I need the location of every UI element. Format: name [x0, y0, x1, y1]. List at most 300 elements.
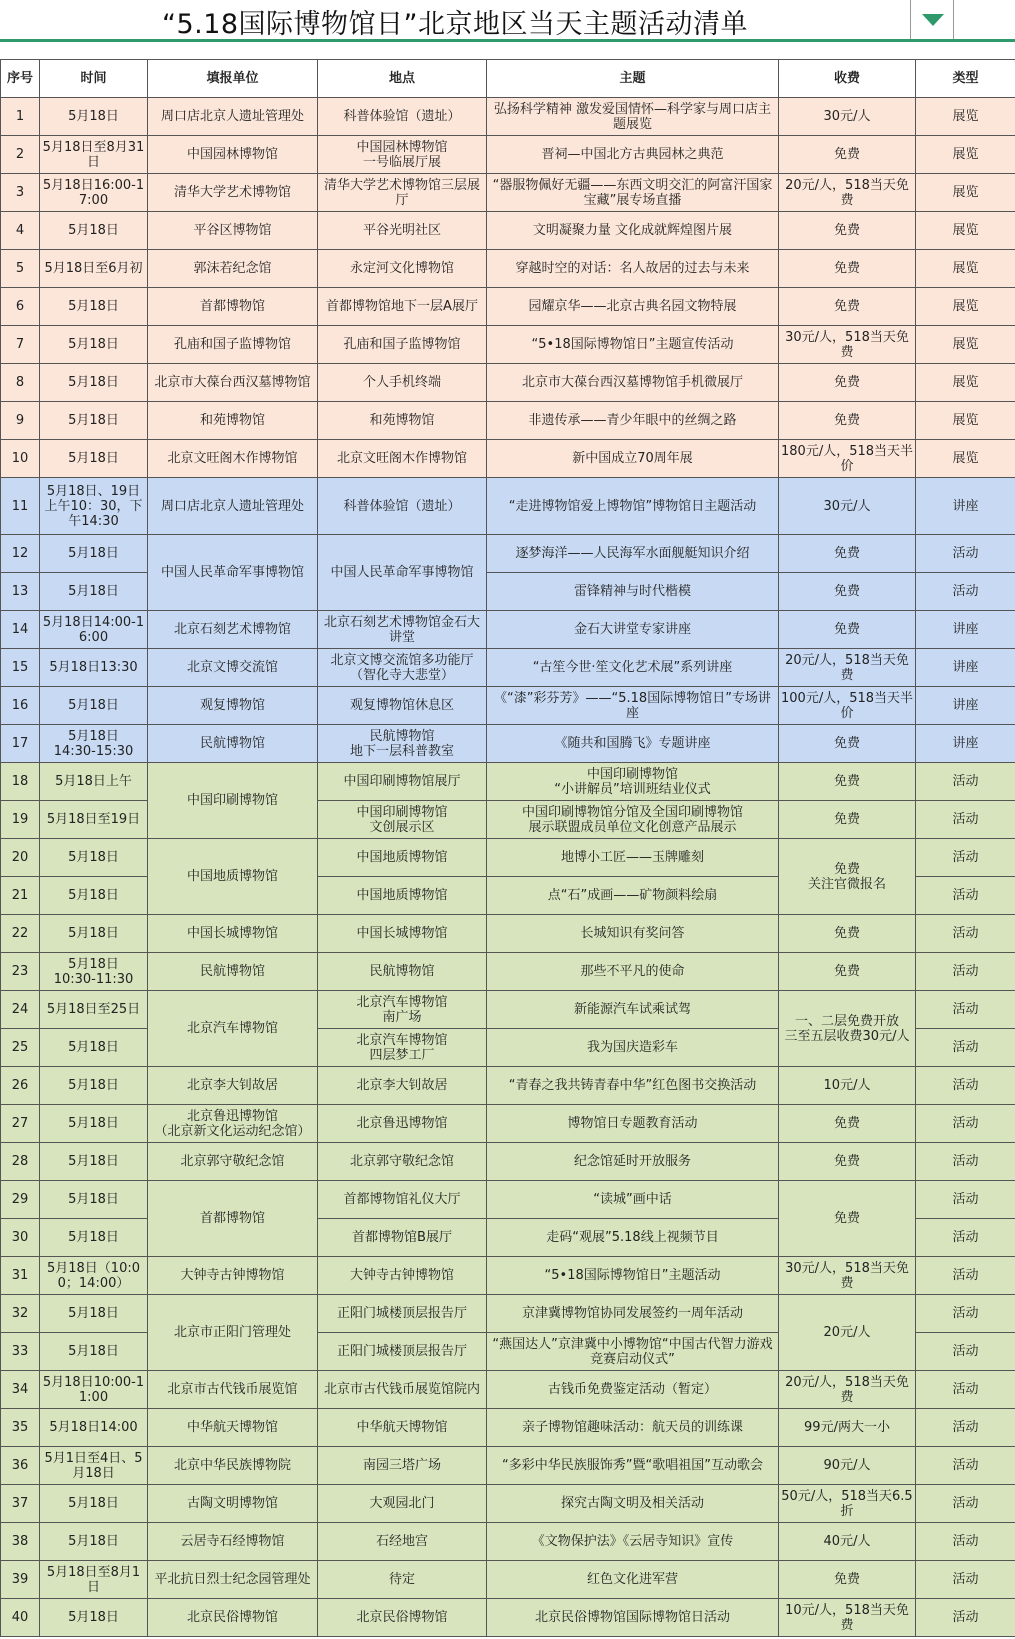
cell-k: 活动: [916, 1219, 1015, 1257]
cell-s: “燕国达人”京津冀中小博物馆“中国古代智力游戏竞赛启动仪式”: [487, 1333, 779, 1371]
cell-k: 活动: [916, 839, 1015, 877]
cell-u: 中华航天博物馆: [148, 1409, 318, 1447]
cell-p: 永定河文化博物馆: [318, 250, 487, 288]
cell-u: 郭沫若纪念馆: [148, 250, 318, 288]
cell-f: 40元/人: [779, 1523, 916, 1561]
cell-u: 平北抗日烈士纪念园管理处: [148, 1561, 318, 1599]
cell-k: 活动: [916, 953, 1015, 991]
cell-t: 5月18日: [40, 1333, 148, 1371]
cell-u: 北京汽车博物馆: [148, 991, 318, 1067]
table-row: [1, 440, 1015, 478]
cell-s: 纪念馆延时开放服务: [487, 1143, 779, 1181]
cell-k: 展览: [916, 440, 1015, 478]
cell-s: “5•18国际博物馆日”主题宣传活动: [487, 326, 779, 364]
cell-f: 180元/人，518当天半价: [779, 440, 916, 478]
cell-u: 首都博物馆: [148, 288, 318, 326]
cell-s: “读城”画中话: [487, 1181, 779, 1219]
cell-f: 免费: [779, 611, 916, 649]
cell-n: 34: [1, 1371, 40, 1409]
cell-p: 观复博物馆休息区: [318, 687, 487, 725]
cell-n: 25: [1, 1029, 40, 1067]
cell-p: 科普体验馆（遗址）: [318, 98, 487, 136]
cell-p: 平谷光明社区: [318, 212, 487, 250]
cell-p: 正阳门城楼顶层报告厅: [318, 1333, 487, 1371]
cell-k: 展览: [916, 136, 1015, 174]
cell-u: 北京市古代钱币展览馆: [148, 1371, 318, 1409]
cell-k: 活动: [916, 1485, 1015, 1523]
cell-p: 个人手机终端: [318, 364, 487, 402]
cell-k: 活动: [916, 1561, 1015, 1599]
cell-t: 5月18日: [40, 1029, 148, 1067]
cell-u: 北京鲁迅博物馆 （北京新文化运动纪念馆）: [148, 1105, 318, 1143]
cell-f: 免费: [779, 801, 916, 839]
cell-s: 我为国庆造彩车: [487, 1029, 779, 1067]
cell-t: 5月18日: [40, 1523, 148, 1561]
table-row: [1, 1181, 1015, 1219]
cell-s: 《文物保护法》《云居寺知识》宣传: [487, 1523, 779, 1561]
table-row: [1, 250, 1015, 288]
cell-k: 展览: [916, 326, 1015, 364]
cell-f: 免费 关注官微报名: [779, 839, 916, 915]
cell-s: 《随共和国腾飞》专题讲座: [487, 725, 779, 763]
cell-n: 33: [1, 1333, 40, 1371]
cell-s: 中国印刷博物馆 “小讲解员”培训班结业仪式: [487, 763, 779, 801]
cell-k: 活动: [916, 1447, 1015, 1485]
cell-u: 云居寺石经博物馆: [148, 1523, 318, 1561]
cell-t: 5月18日: [40, 915, 148, 953]
table-row: [1, 1143, 1015, 1181]
cell-k: 展览: [916, 402, 1015, 440]
cell-p: 清华大学艺术博物馆三层展厅: [318, 174, 487, 212]
cell-s: 穿越时空的对话：名人故居的过去与未来: [487, 250, 779, 288]
table-row: [1, 174, 1015, 212]
cell-s: 弘扬科学精神 激发爱国情怀—科学家与周口店主题展览: [487, 98, 779, 136]
cell-s: 金石大讲堂专家讲座: [487, 611, 779, 649]
table-row: [1, 98, 1015, 136]
cell-n: 21: [1, 877, 40, 915]
cell-f: 20元/人，518当天免费: [779, 649, 916, 687]
cell-s: 地博小工匠——玉牌雕刻: [487, 839, 779, 877]
table-row: [1, 611, 1015, 649]
cell-t: 5月18日: [40, 1219, 148, 1257]
cell-p: 北京李大钊故居: [318, 1067, 487, 1105]
cell-p: 待定: [318, 1561, 487, 1599]
cell-u: 古陶文明博物馆: [148, 1485, 318, 1523]
cell-k: 活动: [916, 1067, 1015, 1105]
cell-s: 古钱币免费鉴定活动（暂定）: [487, 1371, 779, 1409]
cell-u: 平谷区博物馆: [148, 212, 318, 250]
column-header: 填报单位: [148, 60, 318, 98]
table-row: [1, 1485, 1015, 1523]
table-row: [1, 212, 1015, 250]
cell-t: 5月18日: [40, 440, 148, 478]
cell-n: 18: [1, 763, 40, 801]
column-header: 序号: [1, 60, 40, 98]
cell-n: 38: [1, 1523, 40, 1561]
cell-s: 点“石”成画——矿物颜料绘扇: [487, 877, 779, 915]
table-row: [1, 763, 1015, 801]
cell-n: 27: [1, 1105, 40, 1143]
column-header: 主题: [487, 60, 779, 98]
cell-k: 讲座: [916, 478, 1015, 535]
cell-s: 非遗传承——青少年眼中的丝绸之路: [487, 402, 779, 440]
cell-k: 讲座: [916, 649, 1015, 687]
cell-n: 20: [1, 839, 40, 877]
cell-s: 那些不平凡的使命: [487, 953, 779, 991]
cell-n: 26: [1, 1067, 40, 1105]
cell-s: 新能源汽车试乘试驾: [487, 991, 779, 1029]
cell-t: 5月18日上午: [40, 763, 148, 801]
table-row: [1, 1371, 1015, 1409]
cell-t: 5月18日: [40, 1143, 148, 1181]
cell-s: 逐梦海洋——人民海军水面舰艇知识介绍: [487, 535, 779, 573]
cell-p: 孔庙和国子监博物馆: [318, 326, 487, 364]
cell-s: 雷锋精神与时代楷模: [487, 573, 779, 611]
cell-t: 5月18日至6月初: [40, 250, 148, 288]
cell-s: 新中国成立70周年展: [487, 440, 779, 478]
cell-p: 中国园林博物馆 一号临展厅展: [318, 136, 487, 174]
cell-f: 30元/人，518当天免费: [779, 1257, 916, 1295]
cell-t: 5月18日: [40, 364, 148, 402]
cell-t: 5月18日: [40, 288, 148, 326]
table-row: [1, 1561, 1015, 1599]
title-bar: [0, 0, 1015, 42]
cell-s: “青春之我共铸青春中华”红色图书交换活动: [487, 1067, 779, 1105]
cell-u: 北京中华民族博物院: [148, 1447, 318, 1485]
table-row: [1, 364, 1015, 402]
cell-s: “器服物佩好无疆——东西文明交汇的阿富汗国家宝藏”展专场直播: [487, 174, 779, 212]
cell-n: 12: [1, 535, 40, 573]
cell-s: 红色文化进军营: [487, 1561, 779, 1599]
cell-p: 中国地质博物馆: [318, 877, 487, 915]
cell-k: 活动: [916, 1295, 1015, 1333]
cell-k: 活动: [916, 1333, 1015, 1371]
cell-s: 长城知识有奖问答: [487, 915, 779, 953]
cell-p: 南园三塔广场: [318, 1447, 487, 1485]
cell-n: 4: [1, 212, 40, 250]
cell-n: 14: [1, 611, 40, 649]
cell-n: 37: [1, 1485, 40, 1523]
cell-p: 北京民俗博物馆: [318, 1599, 487, 1637]
cell-k: 展览: [916, 288, 1015, 326]
cell-f: 90元/人: [779, 1447, 916, 1485]
cell-s: 北京民俗博物馆国际博物馆日活动: [487, 1599, 779, 1637]
cell-s: 博物馆日专题教育活动: [487, 1105, 779, 1143]
cell-k: 讲座: [916, 687, 1015, 725]
cell-t: 5月18日10:00-11:00: [40, 1371, 148, 1409]
cell-t: 5月1日至4日、5月18日: [40, 1447, 148, 1485]
cell-u: 中国长城博物馆: [148, 915, 318, 953]
cell-t: 5月18日: [40, 839, 148, 877]
table-row: [1, 136, 1015, 174]
cell-p: 首都博物馆地下一层A展厅: [318, 288, 487, 326]
cell-n: 1: [1, 98, 40, 136]
table-row: [1, 402, 1015, 440]
cell-u: 北京文博交流馆: [148, 649, 318, 687]
filter-dropdown-button[interactable]: [910, 0, 954, 39]
cell-k: 活动: [916, 1599, 1015, 1637]
table-row: [1, 1409, 1015, 1447]
cell-n: 35: [1, 1409, 40, 1447]
cell-k: 活动: [916, 1371, 1015, 1409]
cell-u: 北京郭守敬纪念馆: [148, 1143, 318, 1181]
table-row: [1, 1257, 1015, 1295]
cell-p: 和苑博物馆: [318, 402, 487, 440]
cell-u: 首都博物馆: [148, 1181, 318, 1257]
cell-t: 5月18日: [40, 98, 148, 136]
cell-p: 北京鲁迅博物馆: [318, 1105, 487, 1143]
cell-p: 中国地质博物馆: [318, 839, 487, 877]
cell-n: 5: [1, 250, 40, 288]
cell-t: 5月18日: [40, 573, 148, 611]
cell-n: 2: [1, 136, 40, 174]
cell-p: 首都博物馆礼仪大厅: [318, 1181, 487, 1219]
table-row: [1, 953, 1015, 991]
cell-s: 园耀京华——北京古典名园文物特展: [487, 288, 779, 326]
cell-k: 展览: [916, 250, 1015, 288]
cell-t: 5月18日至8月1日: [40, 1561, 148, 1599]
cell-f: 10元/人，518当天免费: [779, 1599, 916, 1637]
cell-s: “走进博物馆爱上博物馆”博物馆日主题活动: [487, 478, 779, 535]
table-row: [1, 839, 1015, 877]
table-row: [1, 1447, 1015, 1485]
cell-u: 北京石刻艺术博物馆: [148, 611, 318, 649]
cell-n: 23: [1, 953, 40, 991]
cell-u: 北京文旺阁木作博物馆: [148, 440, 318, 478]
cell-s: 文明凝聚力量 文化成就辉煌图片展: [487, 212, 779, 250]
cell-k: 讲座: [916, 611, 1015, 649]
cell-p: 北京文博交流馆多功能厅 （智化寺大悲堂）: [318, 649, 487, 687]
cell-f: 一、二层免费开放 三至五层收费30元/人: [779, 991, 916, 1067]
column-header: 类型: [916, 60, 1015, 98]
cell-n: 11: [1, 478, 40, 535]
cell-s: 北京市大葆台西汉墓博物馆手机微展厅: [487, 364, 779, 402]
cell-p: 北京汽车博物馆 四层梦工厂: [318, 1029, 487, 1067]
cell-t: 5月18日: [40, 1599, 148, 1637]
cell-k: 活动: [916, 535, 1015, 573]
cell-t: 5月18日14:00: [40, 1409, 148, 1447]
cell-f: 50元/人，518当天6.5折: [779, 1485, 916, 1523]
cell-t: 5月18日14:00-16:00: [40, 611, 148, 649]
cell-f: 免费: [779, 250, 916, 288]
cell-t: 5月18日13:30: [40, 649, 148, 687]
table-row: [1, 687, 1015, 725]
column-header: 时间: [40, 60, 148, 98]
cell-k: 活动: [916, 991, 1015, 1029]
cell-n: 30: [1, 1219, 40, 1257]
cell-p: 北京汽车博物馆 南广场: [318, 991, 487, 1029]
page-title: “5.18国际博物馆日”北京地区当天主题活动清单: [161, 9, 749, 40]
cell-u: 中国地质博物馆: [148, 839, 318, 915]
cell-p: 北京郭守敬纪念馆: [318, 1143, 487, 1181]
cell-k: 展览: [916, 98, 1015, 136]
table-row: [1, 1523, 1015, 1561]
cell-n: 24: [1, 991, 40, 1029]
cell-f: 30元/人，518当天免费: [779, 326, 916, 364]
table-row: [1, 288, 1015, 326]
triangle-down-icon: [922, 14, 944, 26]
cell-u: 和苑博物馆: [148, 402, 318, 440]
cell-p: 北京文旺阁木作博物馆: [318, 440, 487, 478]
cell-f: 免费: [779, 573, 916, 611]
cell-n: 36: [1, 1447, 40, 1485]
cell-k: 活动: [916, 1409, 1015, 1447]
cell-p: 中国人民革命军事博物馆: [318, 535, 487, 611]
table-row: [1, 1067, 1015, 1105]
cell-p: 石经地宫: [318, 1523, 487, 1561]
cell-u: 北京民俗博物馆: [148, 1599, 318, 1637]
cell-k: 活动: [916, 1257, 1015, 1295]
cell-u: 中国印刷博物馆: [148, 763, 318, 839]
cell-u: 大钟寺古钟博物馆: [148, 1257, 318, 1295]
cell-f: 20元/人，518当天免费: [779, 174, 916, 212]
table-row: [1, 649, 1015, 687]
cell-t: 5月18日 14:30-15:30: [40, 725, 148, 763]
cell-f: 10元/人: [779, 1067, 916, 1105]
column-header: 地点: [318, 60, 487, 98]
cell-p: 中华航天博物馆: [318, 1409, 487, 1447]
cell-t: 5月18日: [40, 326, 148, 364]
cell-p: 民航博物馆: [318, 953, 487, 991]
cell-n: 6: [1, 288, 40, 326]
cell-p: 中国印刷博物馆展厅: [318, 763, 487, 801]
table-row: [1, 725, 1015, 763]
cell-f: 免费: [779, 288, 916, 326]
cell-n: 31: [1, 1257, 40, 1295]
column-header: 收费: [779, 60, 916, 98]
cell-p: 大钟寺古钟博物馆: [318, 1257, 487, 1295]
table-row: [1, 535, 1015, 573]
table-header-row: [1, 60, 1015, 98]
table-row: [1, 1295, 1015, 1333]
cell-s: “古笙今世·笙文化艺术展”系列讲座: [487, 649, 779, 687]
cell-n: 28: [1, 1143, 40, 1181]
cell-f: 免费: [779, 1561, 916, 1599]
cell-n: 39: [1, 1561, 40, 1599]
cell-u: 中国园林博物馆: [148, 136, 318, 174]
cell-f: 免费: [779, 136, 916, 174]
activity-table: [0, 59, 1015, 1637]
cell-f: 免费: [779, 763, 916, 801]
cell-n: 10: [1, 440, 40, 478]
cell-f: 99元/两大一小: [779, 1409, 916, 1447]
cell-f: 20元/人，518当天免费: [779, 1371, 916, 1409]
cell-t: 5月18日至25日: [40, 991, 148, 1029]
cell-u: 北京市大葆台西汉墓博物馆: [148, 364, 318, 402]
cell-f: 免费: [779, 212, 916, 250]
cell-n: 19: [1, 801, 40, 839]
cell-t: 5月18日: [40, 402, 148, 440]
cell-t: 5月18日: [40, 687, 148, 725]
cell-u: 民航博物馆: [148, 725, 318, 763]
cell-n: 9: [1, 402, 40, 440]
cell-p: 民航博物馆 地下一层科普教室: [318, 725, 487, 763]
cell-f: 免费: [779, 402, 916, 440]
cell-k: 展览: [916, 212, 1015, 250]
cell-p: 正阳门城楼顶层报告厅: [318, 1295, 487, 1333]
cell-t: 5月18日: [40, 1181, 148, 1219]
table-row: [1, 478, 1015, 535]
cell-s: 探究古陶文明及相关活动: [487, 1485, 779, 1523]
cell-t: 5月18日: [40, 1295, 148, 1333]
cell-u: 周口店北京人遗址管理处: [148, 478, 318, 535]
cell-s: 京津冀博物馆协同发展签约一周年活动: [487, 1295, 779, 1333]
cell-n: 29: [1, 1181, 40, 1219]
cell-t: 5月18日: [40, 1105, 148, 1143]
cell-f: 免费: [779, 535, 916, 573]
cell-k: 展览: [916, 364, 1015, 402]
table-row: [1, 326, 1015, 364]
cell-s: “5•18国际博物馆日”主题活动: [487, 1257, 779, 1295]
cell-f: 免费: [779, 953, 916, 991]
cell-f: 100元/人，518当天半价: [779, 687, 916, 725]
cell-k: 讲座: [916, 725, 1015, 763]
cell-k: 活动: [916, 1181, 1015, 1219]
table-row: [1, 915, 1015, 953]
cell-s: 《“漆”彩芬芳》——“5.18国际博物馆日”专场讲座: [487, 687, 779, 725]
cell-f: 免费: [779, 725, 916, 763]
cell-f: 30元/人: [779, 98, 916, 136]
cell-n: 15: [1, 649, 40, 687]
cell-t: 5月18日: [40, 1485, 148, 1523]
cell-u: 观复博物馆: [148, 687, 318, 725]
cell-k: 展览: [916, 174, 1015, 212]
cell-k: 活动: [916, 801, 1015, 839]
cell-n: 16: [1, 687, 40, 725]
cell-p: 大观园北门: [318, 1485, 487, 1523]
cell-n: 32: [1, 1295, 40, 1333]
cell-k: 活动: [916, 1143, 1015, 1181]
cell-u: 清华大学艺术博物馆: [148, 174, 318, 212]
cell-u: 北京市正阳门管理处: [148, 1295, 318, 1371]
cell-s: 晋祠—中国北方古典园林之典范: [487, 136, 779, 174]
cell-f: 免费: [779, 1181, 916, 1257]
cell-u: 民航博物馆: [148, 953, 318, 991]
cell-n: 17: [1, 725, 40, 763]
cell-u: 中国人民革命军事博物馆: [148, 535, 318, 611]
cell-k: 活动: [916, 763, 1015, 801]
cell-u: 孔庙和国子监博物馆: [148, 326, 318, 364]
cell-s: “多彩中华民族服饰秀”暨“歌唱祖国”互动歌会: [487, 1447, 779, 1485]
cell-t: 5月18日: [40, 535, 148, 573]
cell-t: 5月18日至8月31日: [40, 136, 148, 174]
cell-p: 北京石刻艺术博物馆金石大讲堂: [318, 611, 487, 649]
cell-p: 中国长城博物馆: [318, 915, 487, 953]
cell-p: 北京市古代钱币展览馆院内: [318, 1371, 487, 1409]
table-row: [1, 1599, 1015, 1637]
cell-t: 5月18日: [40, 212, 148, 250]
cell-s: 中国印刷博物馆分馆及全国印刷博物馆 展示联盟成员单位文化创意产品展示: [487, 801, 779, 839]
cell-k: 活动: [916, 573, 1015, 611]
cell-k: 活动: [916, 1029, 1015, 1067]
cell-n: 13: [1, 573, 40, 611]
cell-f: 免费: [779, 1105, 916, 1143]
cell-k: 活动: [916, 1105, 1015, 1143]
cell-f: 20元/人: [779, 1295, 916, 1371]
cell-p: 科普体验馆（遗址）: [318, 478, 487, 535]
cell-t: 5月18日: [40, 1067, 148, 1105]
cell-s: 亲子博物馆趣味活动：航天员的训练课: [487, 1409, 779, 1447]
cell-k: 活动: [916, 1523, 1015, 1561]
cell-t: 5月18日（10:00；14:00）: [40, 1257, 148, 1295]
cell-n: 40: [1, 1599, 40, 1637]
cell-n: 3: [1, 174, 40, 212]
table-row: [1, 1105, 1015, 1143]
cell-n: 22: [1, 915, 40, 953]
cell-f: 免费: [779, 364, 916, 402]
cell-t: 5月18日、19日上午10：30，下午14:30: [40, 478, 148, 535]
cell-u: 北京李大钊故居: [148, 1067, 318, 1105]
